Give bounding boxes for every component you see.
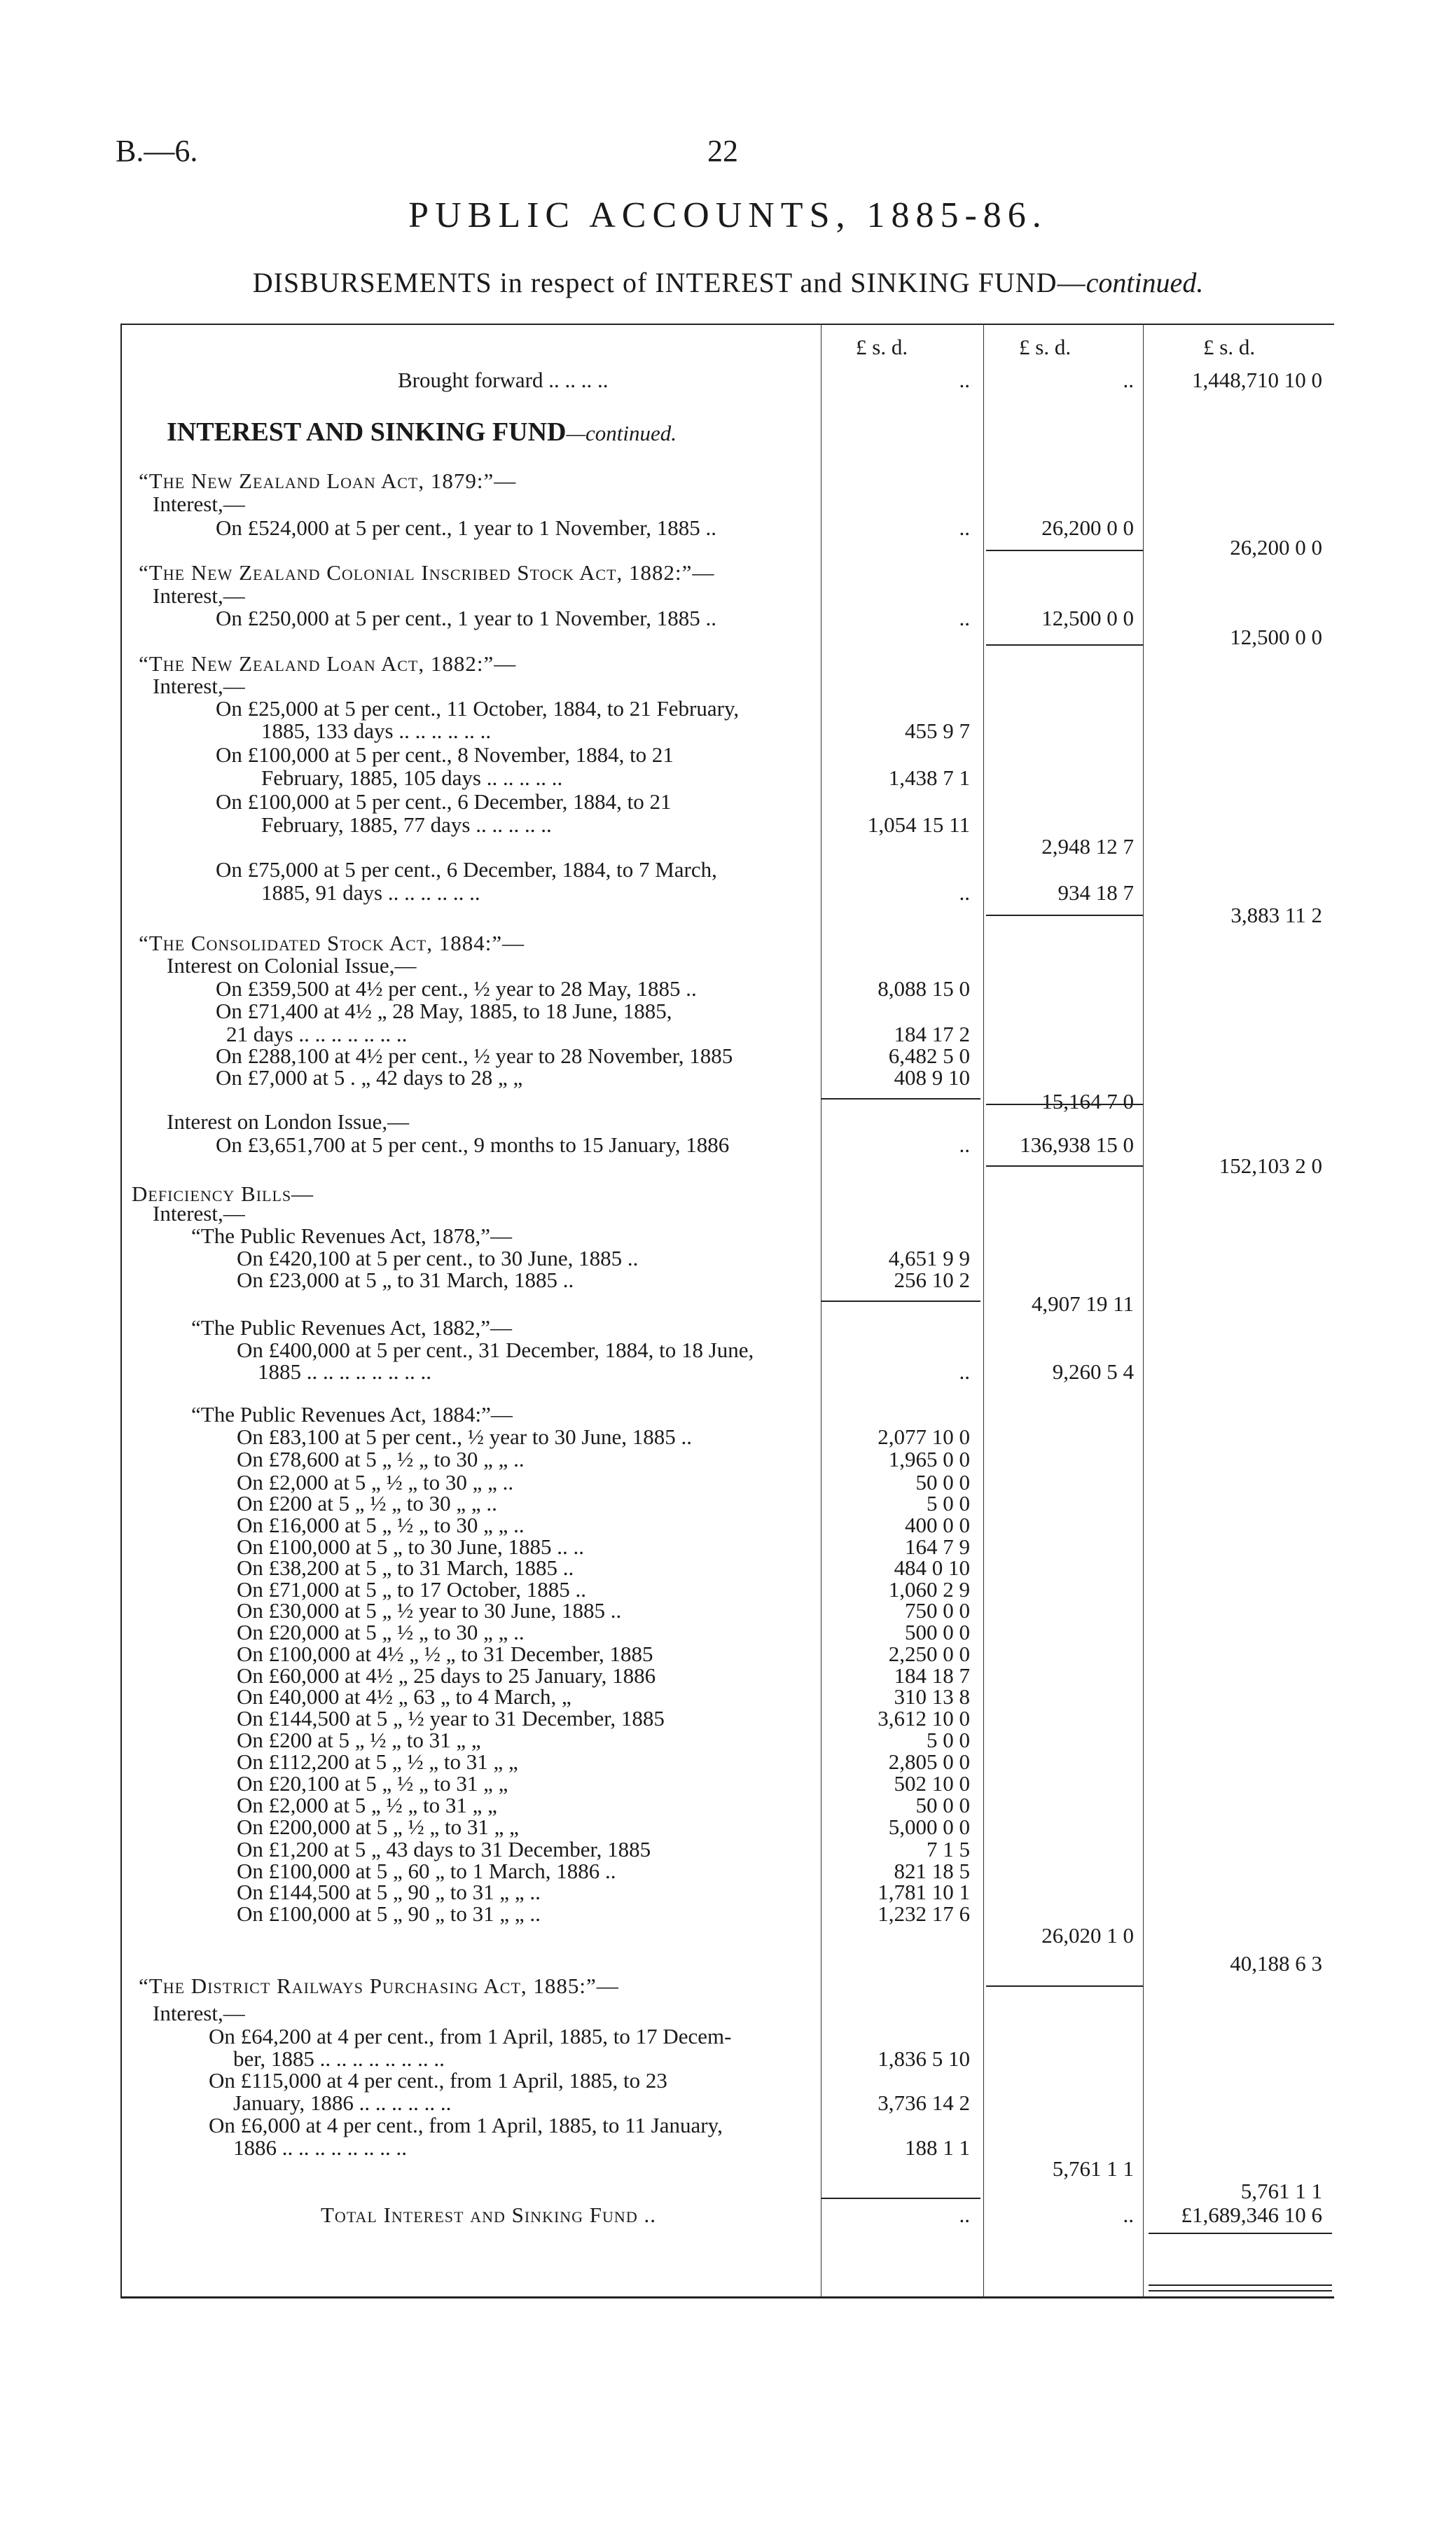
row-description: “The New Zealand Loan Act, 1879:”— bbox=[139, 469, 517, 493]
table-row bbox=[0, 2157, 1456, 2181]
table-row bbox=[0, 2047, 1456, 2071]
table-row bbox=[0, 903, 1456, 927]
table-row bbox=[0, 2069, 1456, 2093]
amount-c1: 1,836 5 10 bbox=[878, 2046, 970, 2071]
amount-c1: 400 0 0 bbox=[905, 1513, 970, 1537]
col3-currency-heading: £ s. d. bbox=[1203, 335, 1256, 359]
amount-c1: .. bbox=[959, 515, 970, 540]
row-description: On £524,000 at 5 per cent., 1 year to 1 November, 1885 .. bbox=[216, 515, 717, 540]
table-row bbox=[0, 1224, 1456, 1248]
subtotal-rule bbox=[986, 550, 1143, 551]
row-description: On £115,000 at 4 per cent., from 1 April, 1885, to 23 bbox=[209, 2068, 667, 2093]
table-row bbox=[0, 1022, 1456, 1046]
table-row bbox=[0, 954, 1456, 978]
table-row bbox=[0, 743, 1456, 767]
row-description: 1885 .. .. .. .. .. .. .. .. bbox=[258, 1359, 431, 1384]
amount-c1: .. bbox=[959, 880, 970, 905]
amount-c1: 7 1 5 bbox=[927, 1837, 970, 1861]
amount-c1: 2,805 0 0 bbox=[888, 1749, 970, 1774]
amount-c1: 1,232 17 6 bbox=[878, 1901, 970, 1926]
table-row bbox=[0, 1599, 1456, 1623]
amount-c1: 4,651 9 9 bbox=[888, 1246, 970, 1270]
table-row bbox=[0, 1815, 1456, 1839]
row-description: On £200 at 5 „ ½ „ to 30 „ „ .. bbox=[237, 1491, 497, 1516]
row-description: Brought forward .. .. .. .. bbox=[398, 368, 609, 392]
table-top-rule bbox=[120, 324, 1334, 325]
table-row bbox=[0, 1492, 1456, 1516]
amount-c1: 5 0 0 bbox=[927, 1728, 970, 1752]
amount-c1: 1,781 10 1 bbox=[878, 1880, 970, 1904]
table-row bbox=[0, 492, 1456, 516]
amount-c2: 2,948 12 7 bbox=[1041, 834, 1134, 859]
row-description: On £60,000 at 4½ „ 25 days to 25 January, 1886 bbox=[237, 1663, 656, 1688]
table-row bbox=[0, 2136, 1456, 2160]
row-description: On £71,000 at 5 „ to 17 October, 1885 .. bbox=[237, 1577, 586, 1602]
amount-c2: 26,200 0 0 bbox=[1041, 515, 1134, 540]
row-description: ber, 1885 .. .. .. .. .. .. .. .. bbox=[233, 2046, 445, 2071]
table-row bbox=[0, 1403, 1456, 1427]
row-description: Interest,— bbox=[153, 674, 245, 698]
row-description: On £288,100 at 4½ per cent., ½ year to 28 November, 1885 bbox=[216, 1043, 733, 1068]
row-description: On £2,000 at 5 „ ½ „ to 31 „ „ bbox=[237, 1793, 497, 1817]
subtotal-rule bbox=[1149, 2290, 1332, 2291]
table-row bbox=[0, 835, 1456, 859]
row-description: 1885, 133 days .. .. .. .. .. .. bbox=[261, 719, 492, 743]
table-row bbox=[0, 766, 1456, 790]
amount-c2: 9,260 5 4 bbox=[1052, 1359, 1134, 1384]
row-description: 1885, 91 days .. .. .. .. .. .. bbox=[261, 880, 480, 905]
amount-c2: 4,907 19 11 bbox=[1031, 1291, 1134, 1316]
amount-c1: 164 7 9 bbox=[905, 1534, 970, 1559]
row-description: On £100,000 at 4½ „ ½ „ to 31 December, 1885 bbox=[237, 1642, 653, 1666]
row-description: On £25,000 at 5 per cent., 11 October, 1884, to 21 February, bbox=[216, 696, 740, 721]
col1-currency-heading: £ s. d. bbox=[856, 335, 908, 359]
table-row bbox=[0, 1448, 1456, 1471]
row-description: Interest,— bbox=[153, 2001, 245, 2025]
page-number: 22 bbox=[707, 134, 738, 168]
row-description: On £3,651,700 at 5 per cent., 9 months to 15 January, 1886 bbox=[216, 1132, 730, 1157]
row-description: On £78,600 at 5 „ ½ „ to 30 „ „ .. bbox=[237, 1447, 525, 1471]
subtotal-rule bbox=[986, 644, 1143, 646]
amount-c1: 1,965 0 0 bbox=[888, 1447, 970, 1471]
row-description: On £200 at 5 „ ½ „ to 31 „ „ bbox=[237, 1728, 481, 1752]
table-row bbox=[0, 1292, 1456, 1316]
subtotal-rule bbox=[821, 2198, 980, 2199]
table-row bbox=[0, 1425, 1456, 1449]
section-heading bbox=[167, 417, 677, 447]
row-description: Interest,— bbox=[153, 492, 245, 516]
table-row bbox=[0, 417, 1456, 447]
row-description: January, 1886 .. .. .. .. .. .. bbox=[233, 2090, 452, 2115]
table-row bbox=[0, 584, 1456, 608]
col2-currency-heading: £ s. d. bbox=[1019, 335, 1072, 359]
row-description: On £20,000 at 5 „ ½ „ to 30 „ „ .. bbox=[237, 1620, 525, 1644]
row-description: On £250,000 at 5 per cent., 1 year to 1 November, 1885 .. bbox=[216, 606, 717, 630]
row-description: “The New Zealand Loan Act, 1882:”— bbox=[139, 651, 517, 676]
row-description: On £71,400 at 4½ „ 28 May, 1885, to 18 June, 1885, bbox=[216, 999, 672, 1023]
table-row bbox=[0, 1952, 1456, 1976]
table-row bbox=[0, 2114, 1456, 2137]
row-description: 1886 .. .. .. .. .. .. .. .. bbox=[233, 2135, 407, 2160]
row-description: On £7,000 at 5 . „ 42 days to 28 „ „ bbox=[216, 1065, 523, 1090]
row-description: Interest,— bbox=[153, 583, 245, 608]
amount-c1: 821 18 5 bbox=[894, 1859, 970, 1883]
table-row bbox=[0, 1316, 1456, 1340]
row-description: Interest on Colonial Issue,— bbox=[167, 953, 417, 978]
row-description: “The Public Revenues Act, 1884:”— bbox=[191, 1402, 513, 1427]
table-row bbox=[0, 1750, 1456, 1774]
amount-c1: .. bbox=[959, 368, 970, 392]
row-description: On £100,000 at 5 „ 90 „ to 31 „ „ .. bbox=[237, 1901, 541, 1926]
row-description: On £400,000 at 5 per cent., 31 December, 1884, to 18 June, bbox=[237, 1338, 754, 1362]
table-row bbox=[0, 1535, 1456, 1559]
row-description: On £38,200 at 5 „ to 31 March, 1885 .. bbox=[237, 1555, 574, 1580]
page-subtitle bbox=[0, 266, 1456, 299]
row-description: Total Interest and Sinking Fund .. bbox=[321, 2203, 656, 2227]
row-description: On £64,200 at 4 per cent., from 1 April, 1885, to 17 Decem- bbox=[209, 2024, 732, 2048]
subtotal-rule bbox=[821, 1098, 980, 1100]
subtotal-rule bbox=[986, 1165, 1143, 1167]
row-description: “The Consolidated Stock Act, 1884:”— bbox=[139, 931, 525, 955]
amount-c1: 188 1 1 bbox=[905, 2135, 970, 2160]
row-description: On £100,000 at 5 per cent., 8 November, 1884, to 21 bbox=[216, 742, 674, 767]
row-description: On £6,000 at 4 per cent., from 1 April, 1885, to 11 January, bbox=[209, 2113, 723, 2137]
row-description: February, 1885, 105 days .. .. .. .. .. bbox=[261, 765, 563, 790]
amount-c3: 40,188 6 3 bbox=[1230, 1951, 1322, 1976]
table-row bbox=[0, 1902, 1456, 1926]
amount-c1: .. bbox=[959, 2203, 970, 2227]
row-description: On £100,000 at 5 „ to 30 June, 1885 .. .. bbox=[237, 1534, 584, 1559]
row-description: On £2,000 at 5 „ ½ „ to 30 „ „ .. bbox=[237, 1470, 514, 1495]
table-row bbox=[0, 2203, 1456, 2227]
amount-c3: 12,500 0 0 bbox=[1230, 625, 1322, 649]
table-row bbox=[0, 1642, 1456, 1666]
row-description: February, 1885, 77 days .. .. .. .. .. bbox=[261, 812, 552, 837]
continued-suffix: —continued. bbox=[566, 421, 677, 445]
amount-c1: 5 0 0 bbox=[927, 1491, 970, 1516]
table-row bbox=[0, 652, 1456, 676]
table-row bbox=[0, 790, 1456, 814]
table-row bbox=[0, 536, 1456, 560]
amount-c3: 1,448,710 10 0 bbox=[1192, 368, 1322, 392]
table-row bbox=[0, 1621, 1456, 1644]
subtotal-rule bbox=[986, 1985, 1143, 1987]
amount-c2: 26,020 1 0 bbox=[1041, 1923, 1134, 1948]
amount-c1: 184 18 7 bbox=[894, 1663, 970, 1688]
page-title: PUBLIC ACCOUNTS, 1885-86. bbox=[408, 195, 1048, 235]
amount-c1: 5,000 0 0 bbox=[888, 1815, 970, 1839]
table-row bbox=[0, 1110, 1456, 1134]
amount-c1: 500 0 0 bbox=[905, 1620, 970, 1644]
table-row bbox=[0, 561, 1456, 585]
table-row bbox=[0, 1066, 1456, 1090]
table-row bbox=[0, 1268, 1456, 1292]
amount-c1: 1,438 7 1 bbox=[888, 765, 970, 790]
amount-c2: 5,761 1 1 bbox=[1052, 2156, 1134, 2181]
table-row bbox=[0, 1360, 1456, 1384]
amount-c1: .. bbox=[959, 1132, 970, 1157]
table-row bbox=[0, 1685, 1456, 1709]
table-row bbox=[0, 1338, 1456, 1362]
table-row bbox=[0, 2002, 1456, 2025]
table-row bbox=[0, 1772, 1456, 1796]
row-description: On £1,200 at 5 „ 43 days to 31 December, 1885 bbox=[237, 1837, 651, 1861]
amount-c3: £1,689,346 10 6 bbox=[1181, 2203, 1322, 2227]
table-row bbox=[0, 1707, 1456, 1731]
table-row bbox=[0, 1044, 1456, 1068]
table-row bbox=[0, 1664, 1456, 1688]
row-description: INTEREST AND SINKING FUND bbox=[167, 417, 567, 447]
amount-c1: 310 13 8 bbox=[894, 1684, 970, 1709]
amount-c3: 152,103 2 0 bbox=[1219, 1153, 1322, 1178]
subtotal-rule bbox=[986, 915, 1143, 916]
table-row bbox=[0, 931, 1456, 955]
table-row bbox=[0, 1880, 1456, 1904]
subtitle-continued: continued. bbox=[1086, 267, 1204, 298]
row-description: Interest on London Issue,— bbox=[167, 1109, 410, 1134]
amount-c1: 408 9 10 bbox=[894, 1065, 970, 1090]
subtotal-rule bbox=[986, 1104, 1143, 1105]
amount-c3: 26,200 0 0 bbox=[1230, 535, 1322, 560]
amount-c1: 1,054 15 11 bbox=[867, 812, 970, 837]
table-row bbox=[0, 1924, 1456, 1948]
table-row bbox=[0, 469, 1456, 493]
table-row bbox=[0, 1838, 1456, 1861]
row-description: On £83,100 at 5 per cent., ½ year to 30 June, 1885 .. bbox=[237, 1424, 693, 1449]
row-description: On £75,000 at 5 per cent., 6 December, 1884, to 7 March, bbox=[216, 857, 717, 882]
row-description: On £144,500 at 5 „ 90 „ to 31 „ „ .. bbox=[237, 1880, 541, 1904]
amount-c1: 502 10 0 bbox=[894, 1771, 970, 1796]
table-row bbox=[0, 719, 1456, 743]
amount-c1: .. bbox=[959, 606, 970, 630]
table-row bbox=[0, 1154, 1456, 1178]
table-row bbox=[0, 1728, 1456, 1752]
table-row bbox=[0, 625, 1456, 649]
row-description: On £20,100 at 5 „ ½ „ to 31 „ „ bbox=[237, 1771, 508, 1796]
row-description: On £359,500 at 4½ per cent., ½ year to 28 May, 1885 .. bbox=[216, 976, 697, 1001]
amount-c1: 2,250 0 0 bbox=[888, 1642, 970, 1666]
table-row bbox=[0, 1974, 1456, 1998]
row-description: “The District Railways Purchasing Act, 1885:”— bbox=[139, 1974, 619, 1998]
table-row bbox=[0, 1859, 1456, 1883]
table-row bbox=[0, 1794, 1456, 1817]
amount-c3: 5,761 1 1 bbox=[1240, 2179, 1322, 2203]
table-row bbox=[0, 1513, 1456, 1537]
row-description: On £100,000 at 5 „ 60 „ to 1 March, 1886 .. bbox=[237, 1859, 616, 1883]
table-row bbox=[0, 1471, 1456, 1495]
amount-c1: 484 0 10 bbox=[894, 1555, 970, 1580]
row-description: Interest,— bbox=[153, 1201, 245, 1226]
table-bottom-rule bbox=[120, 2296, 1334, 2298]
amount-c2: 136,938 15 0 bbox=[1020, 1132, 1134, 1157]
table-row bbox=[0, 2025, 1456, 2048]
table-row bbox=[0, 1556, 1456, 1580]
row-description: On £16,000 at 5 „ ½ „ to 30 „ „ .. bbox=[237, 1513, 525, 1537]
row-description: On £40,000 at 4½ „ 63 „ to 4 March, „ bbox=[237, 1684, 571, 1709]
amount-c1: 455 9 7 bbox=[905, 719, 970, 743]
subtotal-rule bbox=[821, 1301, 980, 1302]
amount-c2: 12,500 0 0 bbox=[1041, 606, 1134, 630]
subtotal-rule bbox=[1149, 2284, 1332, 2286]
table-row bbox=[0, 977, 1456, 1001]
table-row bbox=[0, 999, 1456, 1023]
amount-c1: 184 17 2 bbox=[894, 1022, 970, 1046]
amount-c2: .. bbox=[1123, 2203, 1134, 2227]
amount-c1: 256 10 2 bbox=[894, 1268, 970, 1292]
row-description: On £100,000 at 5 per cent., 6 December, 1884, to 21 bbox=[216, 789, 672, 814]
row-description: On £23,000 at 5 „ to 31 March, 1885 .. bbox=[237, 1268, 574, 1292]
table-row bbox=[0, 1202, 1456, 1226]
amount-c2: 934 18 7 bbox=[1058, 880, 1134, 905]
amount-c1: 50 0 0 bbox=[915, 1793, 970, 1817]
table-row bbox=[0, 368, 1456, 392]
table-row bbox=[0, 674, 1456, 698]
row-description: 21 days .. .. .. .. .. .. .. bbox=[226, 1022, 408, 1046]
row-description: “The Public Revenues Act, 1878,”— bbox=[191, 1223, 513, 1248]
amount-c1: .. bbox=[959, 1359, 970, 1384]
table-row bbox=[0, 2091, 1456, 2115]
row-description: “The New Zealand Colonial Inscribed Stock Act, 1882:”— bbox=[139, 560, 715, 585]
amount-c1: 2,077 10 0 bbox=[878, 1424, 970, 1449]
row-description: Deficiency Bills— bbox=[132, 1181, 314, 1206]
table-row bbox=[0, 858, 1456, 882]
row-description: On £112,200 at 5 „ ½ „ to 31 „ „ bbox=[237, 1749, 518, 1774]
amount-c3: 3,883 11 2 bbox=[1230, 903, 1322, 927]
row-description: On £200,000 at 5 „ ½ „ to 31 „ „ bbox=[237, 1815, 519, 1839]
table-row bbox=[0, 697, 1456, 721]
table-row bbox=[0, 2179, 1456, 2203]
row-description: On £420,100 at 5 per cent., to 30 June, 1885 .. bbox=[237, 1246, 639, 1270]
amount-c1: 1,060 2 9 bbox=[888, 1577, 970, 1602]
row-description: On £30,000 at 5 „ ½ year to 30 June, 1885 .. bbox=[237, 1598, 622, 1623]
subtotal-rule bbox=[1149, 2233, 1332, 2234]
amount-c1: 6,482 5 0 bbox=[888, 1043, 970, 1068]
table-row bbox=[0, 1578, 1456, 1602]
table-row bbox=[0, 813, 1456, 837]
amount-c1: 3,612 10 0 bbox=[878, 1706, 970, 1731]
amount-c1: 750 0 0 bbox=[905, 1598, 970, 1623]
amount-c1: 3,736 14 2 bbox=[878, 2090, 970, 2115]
table-row bbox=[0, 881, 1456, 905]
amount-c2: 15,164 7 0 bbox=[1041, 1089, 1134, 1114]
row-description: “The Public Revenues Act, 1882,”— bbox=[191, 1315, 513, 1340]
document-reference: B.—6. bbox=[116, 134, 198, 168]
amount-c2: .. bbox=[1123, 368, 1134, 392]
amount-c1: 8,088 15 0 bbox=[878, 976, 970, 1001]
subtitle-text: DISBURSEMENTS in respect of INTEREST and SINKING FUND— bbox=[252, 267, 1086, 298]
table-row bbox=[0, 1247, 1456, 1270]
amount-c1: 50 0 0 bbox=[915, 1470, 970, 1495]
row-description: On £144,500 at 5 „ ½ year to 31 December, 1885 bbox=[237, 1706, 665, 1731]
